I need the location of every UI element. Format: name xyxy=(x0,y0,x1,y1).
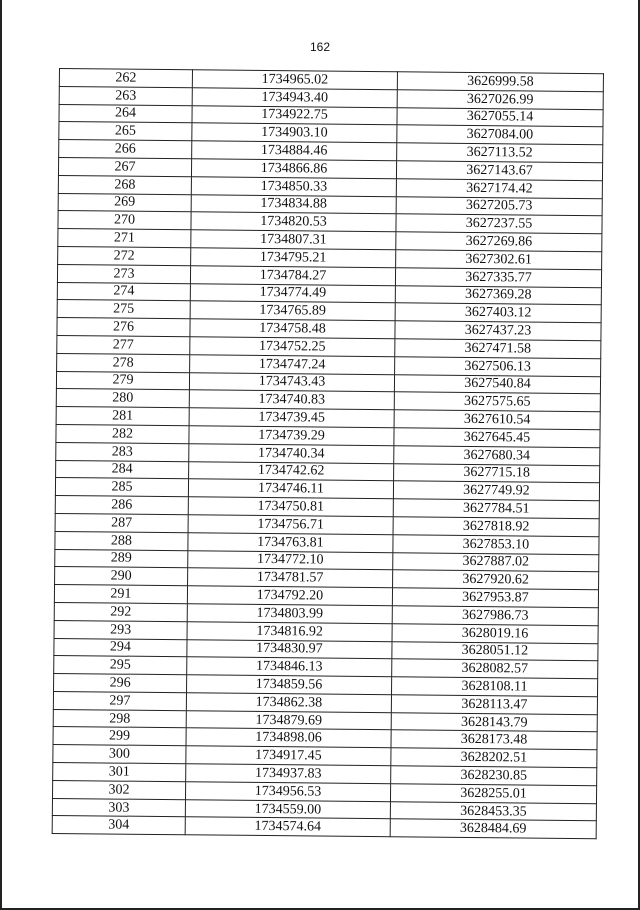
point-number-cell: 290 xyxy=(55,567,188,586)
x-coordinate-cell: 1734884.46 xyxy=(192,141,397,161)
y-coordinate-cell: 3628019.16 xyxy=(392,623,598,643)
point-number-cell: 276 xyxy=(57,318,190,337)
point-number-cell: 262 xyxy=(59,69,192,88)
point-number-cell: 265 xyxy=(59,122,192,141)
x-coordinate-cell: 1734917.45 xyxy=(186,746,391,766)
y-coordinate-cell: 3627471.58 xyxy=(395,339,601,359)
x-coordinate-cell: 1734859.56 xyxy=(187,675,392,695)
point-number-cell: 304 xyxy=(52,816,185,835)
y-coordinate-cell: 3627269.86 xyxy=(396,232,602,252)
y-coordinate-cell: 3628255.01 xyxy=(390,784,596,804)
x-coordinate-cell: 1734747.24 xyxy=(190,355,395,375)
x-coordinate-cell: 1734758.48 xyxy=(190,319,395,339)
y-coordinate-cell: 3627143.67 xyxy=(396,161,602,181)
point-number-cell: 280 xyxy=(56,389,189,408)
point-number-cell: 278 xyxy=(57,353,190,372)
point-number-cell: 279 xyxy=(56,371,189,390)
x-coordinate-cell: 1734763.81 xyxy=(188,532,393,552)
x-coordinate-cell: 1734792.20 xyxy=(187,586,392,606)
y-coordinate-cell: 3628484.69 xyxy=(390,819,596,839)
point-number-cell: 292 xyxy=(54,602,187,621)
point-number-cell: 296 xyxy=(54,674,187,693)
x-coordinate-cell: 1734750.81 xyxy=(188,497,393,517)
y-coordinate-cell: 3627302.61 xyxy=(396,250,602,270)
y-coordinate-cell: 3627084.00 xyxy=(397,125,603,145)
point-number-cell: 297 xyxy=(53,691,186,710)
point-number-cell: 270 xyxy=(58,211,191,230)
y-coordinate-cell: 3627986.73 xyxy=(392,606,598,626)
point-number-cell: 303 xyxy=(52,798,185,817)
point-number-cell: 275 xyxy=(57,300,190,319)
x-coordinate-cell: 1734807.31 xyxy=(191,230,396,250)
point-number-cell: 266 xyxy=(59,140,192,159)
y-coordinate-cell: 3627610.54 xyxy=(394,410,600,430)
x-coordinate-cell: 1734739.45 xyxy=(189,408,394,428)
y-coordinate-cell: 3627403.12 xyxy=(395,303,601,323)
y-coordinate-cell: 3627715.18 xyxy=(394,463,600,483)
point-number-cell: 300 xyxy=(53,745,186,764)
x-coordinate-cell: 1734834.88 xyxy=(191,194,396,214)
y-coordinate-cell: 3627506.13 xyxy=(395,356,601,376)
y-coordinate-cell: 3628173.48 xyxy=(391,730,597,750)
point-number-cell: 268 xyxy=(58,175,191,194)
x-coordinate-cell: 1734850.33 xyxy=(191,177,396,197)
x-coordinate-cell: 1734574.64 xyxy=(185,817,390,837)
y-coordinate-cell: 3628108.11 xyxy=(392,677,598,697)
x-coordinate-cell: 1734739.29 xyxy=(189,426,394,446)
x-coordinate-cell: 1734740.34 xyxy=(189,443,394,463)
x-coordinate-cell: 1734784.27 xyxy=(190,266,395,286)
x-coordinate-cell: 1734795.21 xyxy=(191,248,396,268)
x-coordinate-cell: 1734820.53 xyxy=(191,212,396,232)
x-coordinate-cell: 1734965.02 xyxy=(192,70,397,90)
y-coordinate-cell: 3627174.42 xyxy=(396,179,602,199)
x-coordinate-cell: 1734943.40 xyxy=(192,88,397,108)
point-number-cell: 274 xyxy=(57,282,190,301)
point-number-cell: 289 xyxy=(55,549,188,568)
x-coordinate-cell: 1734774.49 xyxy=(190,283,395,303)
point-number-cell: 283 xyxy=(56,442,189,461)
coordinates-table xyxy=(52,68,604,839)
x-coordinate-cell: 1734772.10 xyxy=(188,550,393,570)
x-coordinate-cell: 1734743.43 xyxy=(189,372,394,392)
y-coordinate-cell: 3627369.28 xyxy=(395,285,601,305)
x-coordinate-cell: 1734898.06 xyxy=(186,728,391,748)
y-coordinate-cell: 3628082.57 xyxy=(392,659,598,679)
y-coordinate-cell: 3627645.45 xyxy=(394,428,600,448)
y-coordinate-cell: 3627887.02 xyxy=(393,552,599,572)
page-number: 162 xyxy=(309,40,331,54)
x-coordinate-cell: 1734740.83 xyxy=(189,390,394,410)
x-coordinate-cell: 1734756.71 xyxy=(188,515,393,535)
y-coordinate-cell: 3628453.35 xyxy=(390,801,596,821)
x-coordinate-cell: 1734752.25 xyxy=(190,337,395,357)
y-coordinate-cell: 3627437.23 xyxy=(395,321,601,341)
point-number-cell: 271 xyxy=(58,229,191,248)
y-coordinate-cell: 3628143.79 xyxy=(391,712,597,732)
coordinates-table-body xyxy=(52,69,603,839)
point-number-cell: 277 xyxy=(57,335,190,354)
x-coordinate-cell: 1734559.00 xyxy=(185,799,390,819)
y-coordinate-cell: 3627055.14 xyxy=(397,107,603,127)
x-coordinate-cell: 1734742.62 xyxy=(189,461,394,481)
x-coordinate-cell: 1734803.99 xyxy=(187,604,392,624)
x-coordinate-cell: 1734846.13 xyxy=(187,657,392,677)
y-coordinate-cell: 3627026.99 xyxy=(397,90,603,110)
x-coordinate-cell: 1734866.86 xyxy=(191,159,396,179)
x-coordinate-cell: 1734879.69 xyxy=(186,710,391,730)
point-number-cell: 293 xyxy=(54,620,187,639)
point-number-cell: 295 xyxy=(54,656,187,675)
point-number-cell: 302 xyxy=(52,780,185,799)
point-number-cell: 272 xyxy=(58,246,191,265)
y-coordinate-cell: 3628202.51 xyxy=(391,748,597,768)
point-number-cell: 273 xyxy=(57,264,190,283)
x-coordinate-cell: 1734862.38 xyxy=(186,693,391,713)
y-coordinate-cell: 3627575.65 xyxy=(394,392,600,412)
point-number-cell: 284 xyxy=(56,460,189,479)
y-coordinate-cell: 3627749.92 xyxy=(393,481,599,501)
x-coordinate-cell: 1734922.75 xyxy=(192,105,397,125)
x-coordinate-cell: 1734956.53 xyxy=(185,782,390,802)
y-coordinate-cell: 3627237.55 xyxy=(396,214,602,234)
y-coordinate-cell: 3628051.12 xyxy=(392,641,598,661)
y-coordinate-cell: 3627784.51 xyxy=(393,499,599,519)
y-coordinate-cell: 3627680.34 xyxy=(394,445,600,465)
point-number-cell: 263 xyxy=(59,86,192,105)
x-coordinate-cell: 1734937.83 xyxy=(186,764,391,784)
point-number-cell: 301 xyxy=(53,763,186,782)
y-coordinate-cell: 3627540.84 xyxy=(394,374,600,394)
scan-edge-left xyxy=(0,0,2,910)
point-number-cell: 267 xyxy=(58,157,191,176)
y-coordinate-cell: 3628230.85 xyxy=(391,766,597,786)
point-number-cell: 288 xyxy=(55,531,188,550)
y-coordinate-cell: 3627205.73 xyxy=(396,196,602,216)
point-number-cell: 285 xyxy=(55,478,188,497)
y-coordinate-cell: 3628113.47 xyxy=(391,695,597,715)
y-coordinate-cell: 3627853.10 xyxy=(393,534,599,554)
y-coordinate-cell: 3627920.62 xyxy=(393,570,599,590)
point-number-cell: 298 xyxy=(53,709,186,728)
point-number-cell: 299 xyxy=(53,727,186,746)
point-number-cell: 281 xyxy=(56,407,189,426)
y-coordinate-cell: 3626999.58 xyxy=(397,72,603,92)
point-number-cell: 269 xyxy=(58,193,191,212)
x-coordinate-cell: 1734816.92 xyxy=(187,621,392,641)
y-coordinate-cell: 3627335.77 xyxy=(395,268,601,288)
x-coordinate-cell: 1734903.10 xyxy=(192,123,397,143)
coordinates-table-wrapper xyxy=(52,68,604,839)
point-number-cell: 294 xyxy=(54,638,187,657)
point-number-cell: 287 xyxy=(55,513,188,532)
y-coordinate-cell: 3627953.87 xyxy=(392,588,598,608)
x-coordinate-cell: 1734830.97 xyxy=(187,639,392,659)
point-number-cell: 291 xyxy=(54,585,187,604)
point-number-cell: 264 xyxy=(59,104,192,123)
table-row xyxy=(52,816,596,839)
x-coordinate-cell: 1734746.11 xyxy=(188,479,393,499)
y-coordinate-cell: 3627113.52 xyxy=(397,143,603,163)
x-coordinate-cell: 1734765.89 xyxy=(190,301,395,321)
point-number-cell: 286 xyxy=(55,496,188,515)
x-coordinate-cell: 1734781.57 xyxy=(188,568,393,588)
point-number-cell: 282 xyxy=(56,424,189,443)
y-coordinate-cell: 3627818.92 xyxy=(393,517,599,537)
